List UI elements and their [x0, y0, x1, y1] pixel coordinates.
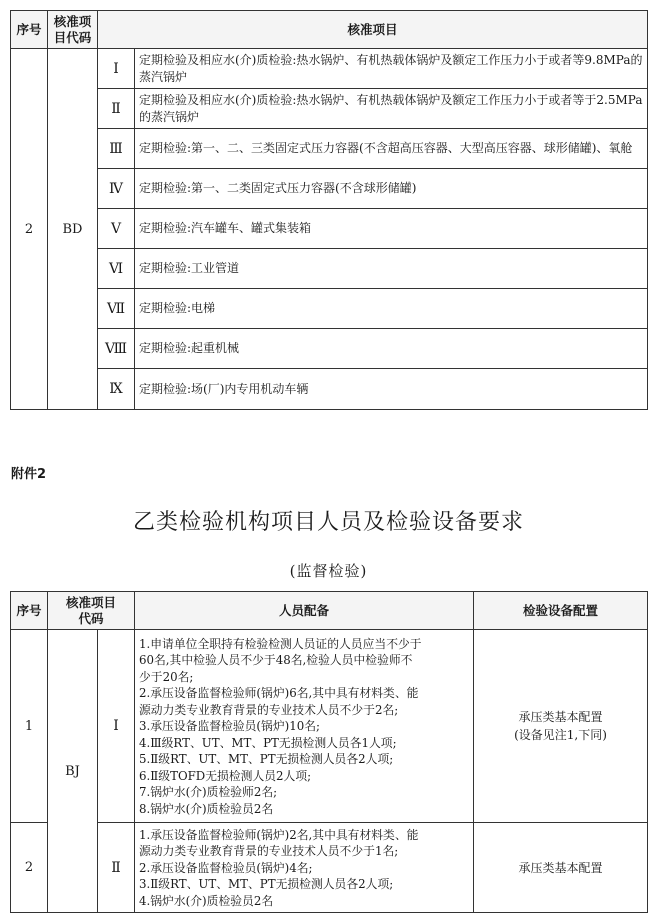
header-code — [48, 11, 98, 49]
roman-numeral: Ⅵ — [98, 249, 135, 289]
requirement-line: 3.承压设备监督检验员(锅炉)10名; — [139, 719, 321, 734]
header-seq: 序号 — [11, 11, 48, 49]
requirement-line: 4.锅炉水(介)质检验员2名 — [139, 893, 274, 908]
header-equipment: 检验设备配置 — [474, 592, 648, 630]
item-text: 定期检验:汽车罐车、罐式集装箱 — [135, 209, 648, 249]
document-subtitle: (监督检验) — [289, 562, 368, 580]
requirement-line: 少于20名; — [139, 669, 194, 684]
requirement-line: 1.申请单位全职持有检验检测人员证的人员应当不少于 — [139, 636, 422, 651]
approved-items-table — [10, 10, 648, 410]
roman-numeral: Ⅸ — [98, 369, 135, 410]
item-text: 定期检验及相应水(介)质检验:热水锅炉、有机热载体锅炉及额定工作压力小于或者等9.8MPa的蒸汽锅炉 — [135, 49, 648, 89]
equipment-cell — [474, 630, 648, 823]
requirement-line: 5.Ⅱ级RT、UT、MT、PT无损检测人员各2人项; — [139, 752, 394, 767]
code-cell: BD — [48, 49, 98, 410]
roman-numeral: Ⅱ — [98, 89, 135, 129]
equipment-cell — [474, 823, 648, 913]
header-personnel: 人员配备 — [135, 592, 474, 630]
roman-numeral: Ⅱ — [98, 823, 135, 913]
item-text: 定期检验:第一、二、三类固定式压力容器(不含超高压容器、大型高压容器、球形储罐)、氧舱 — [135, 129, 648, 169]
item-text: 定期检验:第一、二类固定式压力容器(不含球形储罐) — [135, 169, 648, 209]
equipment-line: 承压类基本配置 — [518, 710, 603, 724]
roman-numeral: Ⅷ — [98, 329, 135, 369]
code-cell: BJ — [48, 630, 98, 913]
header-code-text: 核准项目代码 — [65, 594, 116, 626]
requirement-line: 60名,其中检验人员不少于48名,检验人员中检验师不 — [139, 653, 413, 668]
equipment-line: 承压类基本配置 — [518, 860, 603, 875]
item-text: 定期检验:电梯 — [135, 289, 648, 329]
requirement-line: 7.锅炉水(介)质检验师2名; — [139, 785, 278, 800]
roman-numeral: Ⅶ — [98, 289, 135, 329]
roman-numeral: Ⅳ — [98, 169, 135, 209]
requirement-line: 3.Ⅱ级RT、UT、MT、PT无损检测人员各2人项; — [139, 877, 394, 892]
requirement-line: 源动力类专业教育背景的专业技术人员不少于2名; — [139, 702, 399, 717]
roman-numeral: Ⅰ — [98, 630, 135, 823]
seq-cell: 1 — [11, 630, 48, 823]
item-text: 定期检验:起重机械 — [135, 329, 648, 369]
header-items: 核准项目 — [98, 11, 648, 49]
header-code-text: 核准项目代码 — [53, 13, 92, 45]
roman-numeral: Ⅰ — [98, 49, 135, 89]
requirement-line: 源动力类专业教育背景的专业技术人员不少于1名; — [139, 844, 399, 859]
item-text: 定期检验及相应水(介)质检验:热水锅炉、有机热载体锅炉及额定工作压力小于或者等于2.5MPa的蒸汽锅炉 — [135, 89, 648, 129]
requirement-line: 8.锅炉水(介)质检验员2名 — [139, 801, 274, 816]
annex-label: 附件2 — [11, 467, 47, 482]
item-text: 定期检验:工业管道 — [135, 249, 648, 289]
item-text: 定期检验:场(厂)内专用机动车辆 — [135, 369, 648, 410]
seq-cell: 2 — [11, 49, 48, 410]
personnel-equipment-table — [10, 591, 648, 913]
document-title: 乙类检验机构项目人员及检验设备要求 — [132, 510, 524, 535]
header-seq: 序号 — [11, 592, 48, 630]
roman-numeral: Ⅴ — [98, 209, 135, 249]
requirement-line: 6.Ⅱ级TOFD无损检测人员2人项; — [139, 768, 312, 783]
seq-cell: 2 — [11, 823, 48, 913]
requirement-line: 2.承压设备监督检验师(锅炉)6名,其中具有材料类、能 — [139, 686, 419, 701]
requirement-line: 1.承压设备监督检验师(锅炉)2名,其中具有材料类、能 — [139, 827, 419, 842]
equipment-note: (设备见注1,下同) — [514, 728, 607, 742]
personnel-requirements — [135, 630, 474, 823]
requirement-line: 2.承压设备监督检验员(锅炉)4名; — [139, 860, 313, 875]
requirement-line: 4.Ⅲ级RT、UT、MT、PT无损检测人员各1人项; — [139, 735, 397, 750]
header-code — [48, 592, 135, 630]
roman-numeral: Ⅲ — [98, 129, 135, 169]
personnel-requirements — [135, 823, 474, 913]
